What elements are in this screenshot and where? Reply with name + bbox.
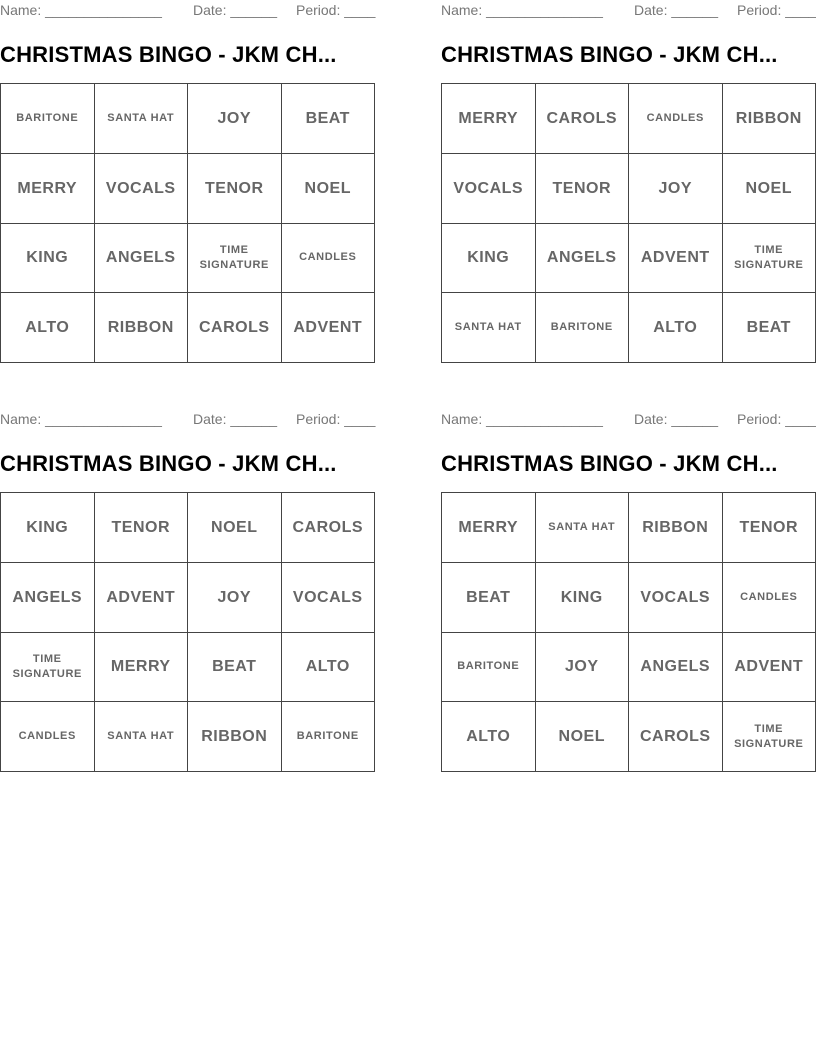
bingo-cell: TIME SIGNATURE	[722, 223, 816, 293]
bingo-cell: KING	[442, 223, 536, 293]
bingo-cell: TENOR	[94, 493, 188, 563]
grid-row	[1, 293, 375, 363]
bingo-cell: TIME SIGNATURE	[722, 702, 816, 772]
bingo-cell: VOCALS	[629, 562, 723, 632]
bingo-cell: MERRY	[94, 632, 188, 702]
bingo-cell: MERRY	[442, 493, 536, 563]
bingo-grid	[441, 83, 816, 363]
bingo-card-1	[0, 0, 375, 365]
grid-row	[442, 702, 816, 772]
bingo-cell: ANGELS	[535, 223, 629, 293]
grid-row	[442, 153, 816, 223]
bingo-cell: BEAT	[188, 632, 282, 702]
bingo-cell: CANDLES	[1, 702, 95, 772]
grid-row	[442, 632, 816, 702]
bingo-cell: VOCALS	[281, 562, 375, 632]
period-field-label: Period: ____	[737, 2, 816, 18]
bingo-cell: BEAT	[281, 84, 375, 154]
period-field-label: Period: ____	[296, 2, 376, 18]
grid-row	[1, 84, 375, 154]
grid-row	[442, 293, 816, 363]
bingo-cell: CAROLS	[281, 493, 375, 563]
card-title: CHRISTMAS BINGO - JKM CH...	[0, 451, 337, 476]
bingo-grid	[0, 83, 375, 363]
card-title: CHRISTMAS BINGO - JKM CH...	[0, 42, 337, 67]
bingo-cell: SANTA HAT	[535, 493, 629, 563]
date-field-label: Date: ______	[193, 411, 278, 427]
period-field-label: Period: ____	[737, 411, 816, 427]
bingo-cell: CANDLES	[722, 562, 816, 632]
bingo-cell: RIBBON	[188, 702, 282, 772]
grid-row	[1, 702, 375, 772]
bingo-cell: RIBBON	[629, 493, 723, 563]
bingo-cell: CAROLS	[188, 293, 282, 363]
bingo-cell: CANDLES	[281, 223, 375, 293]
bingo-grid	[0, 492, 375, 772]
grid-row	[1, 632, 375, 702]
bingo-cell: BARITONE	[442, 632, 536, 702]
date-field-label: Date: ______	[634, 2, 719, 18]
bingo-cell: JOY	[629, 153, 723, 223]
bingo-cell: TIME SIGNATURE	[1, 632, 95, 702]
bingo-cell: SANTA HAT	[94, 84, 188, 154]
bingo-cell: ADVENT	[722, 632, 816, 702]
date-field-label: Date: ______	[634, 411, 719, 427]
bingo-cell: ANGELS	[629, 632, 723, 702]
bingo-cell: JOY	[188, 562, 282, 632]
bingo-card-3	[0, 409, 375, 774]
bingo-cell: BEAT	[442, 562, 536, 632]
bingo-cell: ADVENT	[281, 293, 375, 363]
bingo-cell: CAROLS	[535, 84, 629, 154]
card-header	[441, 0, 816, 20]
bingo-cell: SANTA HAT	[442, 293, 536, 363]
card-header	[0, 0, 375, 20]
date-field-label: Date: ______	[193, 2, 278, 18]
bingo-cell: ANGELS	[1, 562, 95, 632]
grid-row	[442, 84, 816, 154]
bingo-cell: VOCALS	[94, 153, 188, 223]
bingo-cell: JOY	[535, 632, 629, 702]
bingo-cell: TENOR	[535, 153, 629, 223]
name-field-label: Name: _______________	[0, 411, 162, 427]
bingo-cell: ADVENT	[94, 562, 188, 632]
bingo-cell: TENOR	[188, 153, 282, 223]
grid-row	[1, 153, 375, 223]
grid-row	[442, 493, 816, 563]
bingo-cell: CAROLS	[629, 702, 723, 772]
bingo-cell: ADVENT	[629, 223, 723, 293]
bingo-cell: KING	[535, 562, 629, 632]
card-title: CHRISTMAS BINGO - JKM CH...	[441, 451, 778, 476]
bingo-cell: BEAT	[722, 293, 816, 363]
bingo-cell: ANGELS	[94, 223, 188, 293]
bingo-card-2	[441, 0, 816, 365]
bingo-cell: BARITONE	[1, 84, 95, 154]
bingo-cell: TIME SIGNATURE	[188, 223, 282, 293]
grid-row	[1, 562, 375, 632]
grid-row	[442, 223, 816, 293]
bingo-cell: NOEL	[281, 153, 375, 223]
bingo-cell: NOEL	[535, 702, 629, 772]
name-field-label: Name: _______________	[441, 411, 603, 427]
bingo-cell: TENOR	[722, 493, 816, 563]
bingo-cell: JOY	[188, 84, 282, 154]
card-header	[0, 409, 375, 429]
bingo-cell: BARITONE	[281, 702, 375, 772]
grid-row	[442, 562, 816, 632]
bingo-cell: NOEL	[722, 153, 816, 223]
bingo-cell: VOCALS	[442, 153, 536, 223]
card-header	[441, 409, 816, 429]
bingo-cell: CANDLES	[629, 84, 723, 154]
card-title: CHRISTMAS BINGO - JKM CH...	[441, 42, 778, 67]
bingo-cell: ALTO	[1, 293, 95, 363]
bingo-cell: KING	[1, 223, 95, 293]
bingo-cell: BARITONE	[535, 293, 629, 363]
name-field-label: Name: _______________	[441, 2, 603, 18]
bingo-cell: NOEL	[188, 493, 282, 563]
grid-row	[1, 223, 375, 293]
bingo-cell: ALTO	[442, 702, 536, 772]
bingo-card-4	[441, 409, 816, 774]
bingo-cell: KING	[1, 493, 95, 563]
bingo-cell: ALTO	[281, 632, 375, 702]
bingo-cell: ALTO	[629, 293, 723, 363]
bingo-cell: RIBBON	[94, 293, 188, 363]
bingo-cell: MERRY	[1, 153, 95, 223]
bingo-grid	[441, 492, 816, 772]
name-field-label: Name: _______________	[0, 2, 162, 18]
bingo-cell: SANTA HAT	[94, 702, 188, 772]
bingo-cell: MERRY	[442, 84, 536, 154]
period-field-label: Period: ____	[296, 411, 376, 427]
bingo-cell: RIBBON	[722, 84, 816, 154]
grid-row	[1, 493, 375, 563]
